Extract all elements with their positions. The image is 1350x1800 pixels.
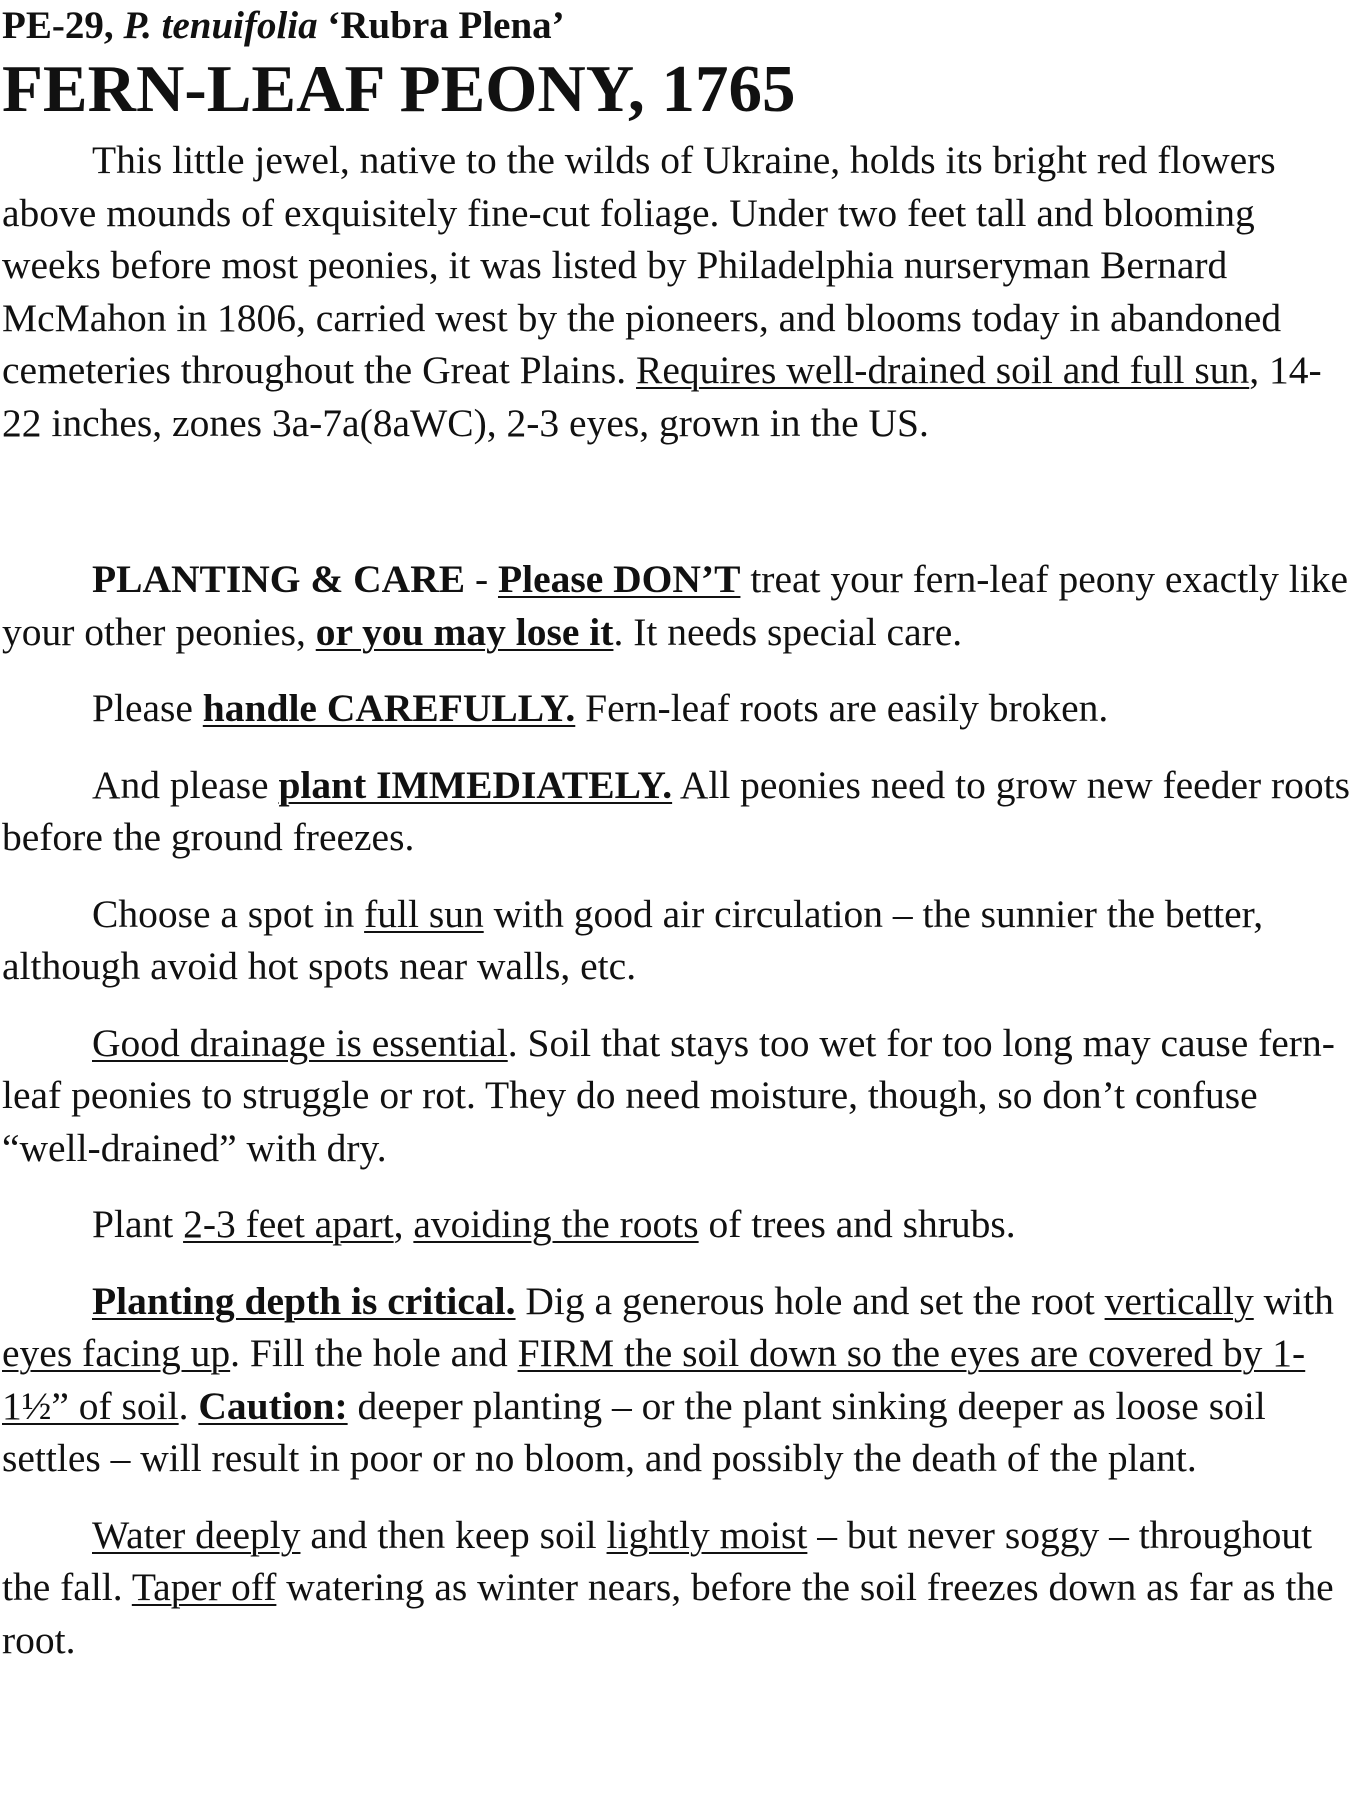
care-text: and then keep soil [300,1512,607,1557]
depth-emphasis: Planting depth is critical. [92,1278,516,1323]
product-code: PE-29, [2,4,124,47]
intro-details: , 14-22 inches, zones 3a-7a(8aWC), 2-3 eyes, grown in the US. [2,348,1322,445]
care-paragraph-sun [2,888,1350,993]
handle-emphasis: handle CAREFULLY. [202,686,576,730]
care-text: . It needs special care. [613,609,963,654]
plant-now-emphasis: plant IMMEDIATELY. [278,762,673,807]
product-code-line [2,0,1350,50]
care-paragraph-intro [2,553,1350,658]
care-text: Plant [92,1202,184,1246]
care-text: . Soil that stays too wet for too long may cause fern-leaf peonies to struggle or rot. They do need moisture, though, so don’t confuse “well-drained” with dry. [2,1020,1335,1170]
care-text: Choose a spot in [92,891,365,936]
spacing-emphasis: 2-3 feet apart [183,1202,394,1246]
intro-text: This little jewel, native to the wilds of Ukraine, holds its bright red flowers above mounds of exquisitely fine-cut foliage. Under two feet tall and blooming weeks before most peonies, it was listed by Philadelphia nurseryman Bernard McMahon in 1806, carried west by the pioneers, and blooms today in abandoned cemeteries throughout the Great Plains. [2,138,1282,392]
care-text: deeper planting – or the plant sinking deeper as loose soil settles – will result in poor or no bloom, and possibly the death of the plant. [2,1383,1266,1480]
care-paragraph-handle [2,682,1350,735]
full-sun-emphasis: full sun [364,891,484,936]
eyes-up-emphasis: eyes facing up [2,1331,231,1375]
vertically-emphasis: vertically [1104,1278,1254,1323]
moist-emphasis: lightly moist [606,1512,808,1557]
care-text: – but never soggy – throughout the fall. [2,1512,1313,1609]
care-text: with [1253,1278,1334,1323]
taper-emphasis: Taper off [131,1565,277,1609]
water-emphasis: Water deeply [92,1512,301,1557]
care-text: , [393,1202,414,1246]
care-paragraph-plant-now [2,759,1350,864]
species-name: P. tenuifolia [123,4,318,47]
care-paragraph-depth [2,1275,1350,1485]
care-text: All peonies need to grow new feeder roots before the ground freezes. [2,762,1350,859]
care-lose-emphasis: or you may lose it [315,609,614,654]
care-heading-separator: - [465,557,498,601]
intro-paragraph [2,134,1350,449]
planting-care-section [2,553,1350,1666]
care-heading: PLANTING & CARE [92,557,466,601]
care-paragraph-spacing [2,1198,1350,1251]
page-title: FERN-LEAF PEONY, 1765 [2,52,796,126]
caution-label: Caution: [198,1383,348,1428]
drainage-emphasis: Good drainage is essential [92,1020,508,1065]
care-text: . [178,1383,199,1428]
care-text: watering as winter nears, before the soil freezes down as far as the root. [2,1565,1334,1662]
care-text: of trees and shrubs. [698,1202,1016,1246]
care-paragraph-drainage [2,1017,1350,1175]
care-paragraph-water [2,1509,1350,1667]
intro-requirement: Requires well-drained soil and full sun [636,348,1250,392]
cultivar-name: ‘Rubra Plena’ [317,4,565,47]
care-text: . Fill the hole and [230,1331,518,1375]
care-text: Fern-leaf roots are easily broken. [575,686,1109,730]
firm-soil-emphasis: FIRM the soil down so the eyes are covered by 1-1½” of soil [2,1331,1306,1428]
care-text: treat your fern-leaf peony exactly like your other peonies, [2,557,1349,654]
care-text: Please [92,686,203,730]
care-text: with good air circulation – the sunnier the better, although avoid hot spots near walls, etc. [2,891,1264,988]
roots-emphasis: avoiding the roots [413,1202,699,1246]
care-dont-emphasis: Please DON’T [497,557,741,601]
care-text: Dig a generous hole and set the root [515,1278,1105,1323]
care-text: And please [92,762,279,807]
